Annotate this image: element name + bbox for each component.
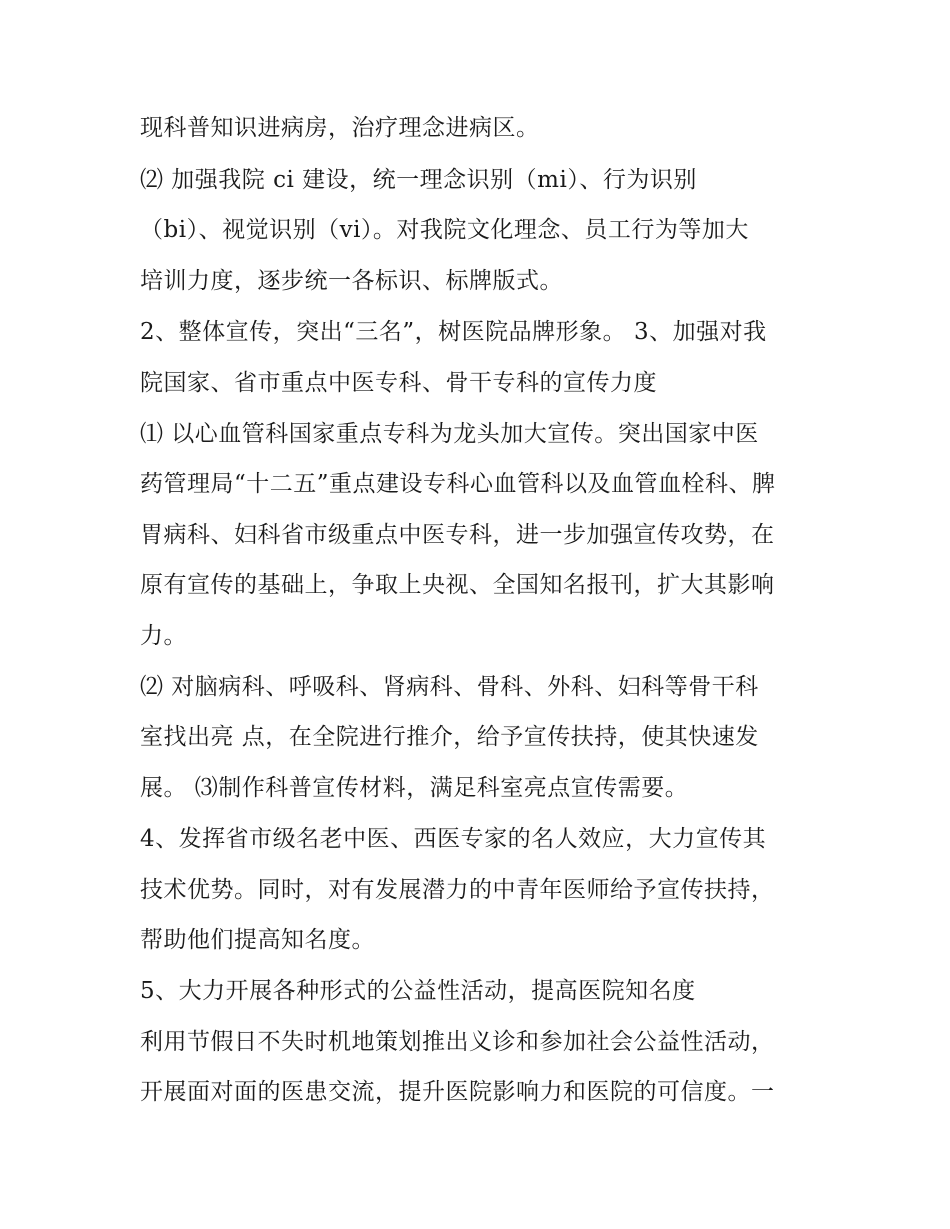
text-line: 展。 ⑶制作科普宣传材料，满足科室亮点宣传需要。: [140, 775, 689, 801]
text-line: 帮助他们提高知名度。: [140, 927, 375, 953]
text-line: 室找出亮 点，在全院进行推介，给予宣传扶持，使其快速发: [140, 724, 759, 750]
text-line: 技术优势。同时，对有发展潜力的中青年医师给予宣传扶持，: [140, 877, 775, 903]
text-line: 开展面对面的医患交流，提升医院影响力和医院的可信度。一: [140, 1079, 775, 1105]
text-line: 利用节假日不失时机地策划推出义诊和参加社会公益性活动，: [140, 1029, 775, 1055]
text-line: 现科普知识进病房，治疗理念进病区。: [140, 115, 540, 141]
text-line: 药管理局“十二五”重点建设专科心血管科以及血管血栓科、脾: [140, 471, 776, 497]
text-line: 院国家、省市重点中医专科、骨干专科的宣传力度: [140, 370, 657, 396]
text-line: 2、整体宣传，突出“三名”，树医院品牌形象。 3、加强对我: [140, 319, 767, 345]
text-line: 培训力度，逐步统一各标识、标牌版式。: [140, 268, 563, 294]
text-line: ⑵ 对脑病科、呼吸科、肾病科、骨科、外科、妇科等骨干科: [140, 674, 759, 700]
text-line: 4、发挥省市级名老中医、西医专家的名人效应，大力宣传其: [140, 826, 767, 852]
text-line: 力。: [140, 623, 187, 649]
text-line: （bi）、视觉识别（vi）。对我院文化理念、员工行为等加大: [140, 217, 749, 243]
text-line: ⑵ 加强我院 ci 建设，统一理念识别（mi）、行为识别: [140, 167, 697, 193]
text-line: 5、大力开展各种形式的公益性活动，提高医院知名度: [140, 978, 696, 1004]
text-line: ⑴ 以心血管科国家重点专科为龙头加大宣传。突出国家中医: [140, 421, 759, 447]
text-line: 胃病科、妇科省市级重点中医专科，进一步加强宣传攻势，在: [140, 522, 775, 548]
text-line: 原有宣传的基础上，争取上央视、全国知名报刊，扩大其影响: [140, 572, 775, 598]
